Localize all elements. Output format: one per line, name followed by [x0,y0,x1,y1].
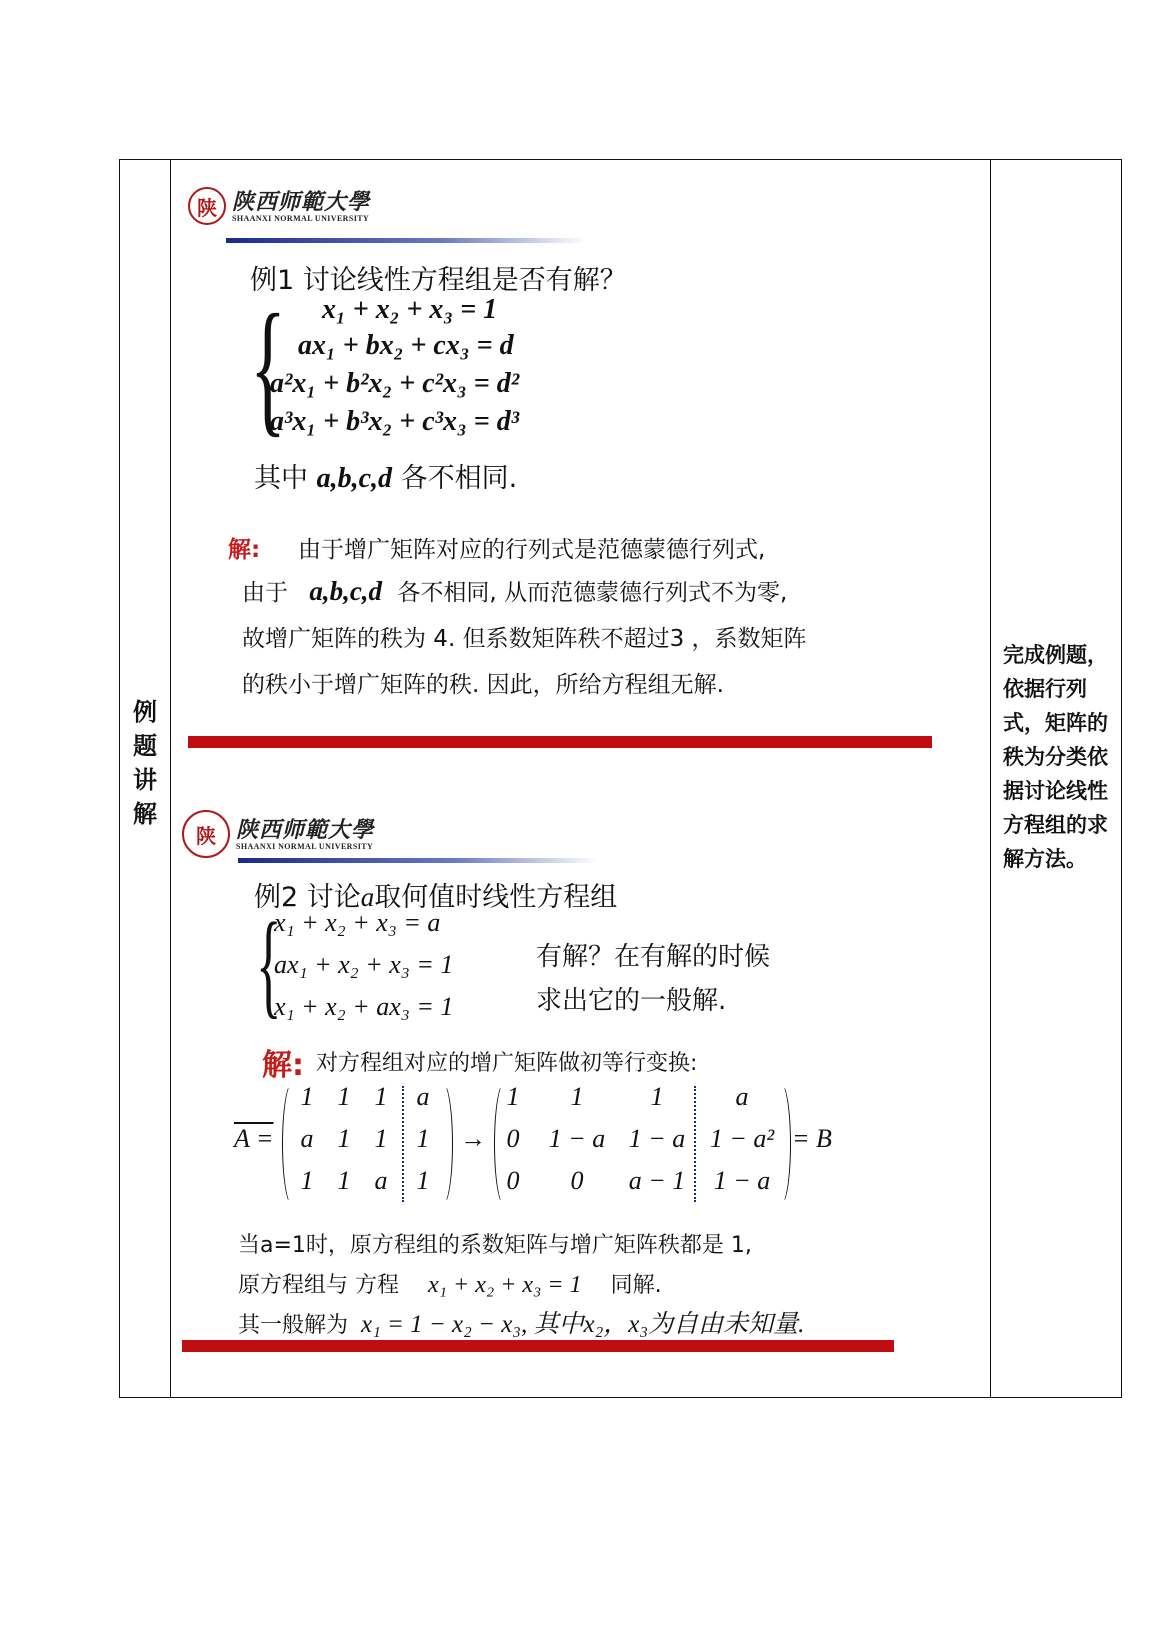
equation-brace: { [256,898,282,1029]
right-paren [770,1082,791,1206]
example2-title: 例2 讨论a取何值时线性方程组 [254,882,618,913]
slide-example-2 [174,810,989,1390]
matrix-a-cell: 1 [416,1166,430,1195]
logo-english-name: SHAANXI NORMAL UNIVERSITY [236,841,374,851]
equation-2: ax₁ + x₂ + x₃ = 1 [274,950,454,979]
university-seal-icon: 陕 [182,810,230,858]
section-label [120,695,170,831]
equation-1: x₁ + x₂ + x₃ = 1 [322,294,498,325]
matrix-b-cell: 1 − a [548,1124,606,1153]
equation-brace: { [250,284,286,450]
university-logo [188,187,370,225]
logo-english-name: SHAANXI NORMAL UNIVERSITY [232,213,370,223]
equation-3: a²x₁ + b²x₂ + c²x₃ = d² [270,368,520,399]
matrix-b-cell: a − 1 [628,1166,686,1195]
matrix-a-cell: 1 [337,1124,351,1153]
question-line-2: 求出它的一般解. [536,986,727,1016]
solution-line-1: 由于增广矩阵对应的行列式是范德蒙德行列式, [298,537,766,563]
matrix-a-cell: a [374,1166,388,1195]
equation-3: x₁ + x₂ + ax₃ = 1 [274,992,454,1021]
solution-label: 解: [262,1048,304,1083]
column-divider [990,160,991,1397]
equation-2: ax₁ + bx₂ + cx₃ = d [298,330,514,361]
right-paren [432,1082,453,1206]
university-logo [182,810,374,858]
conclusion-line-2: 原方程组与 方程 x₁ + x₂ + x₃ = 1 同解. [238,1272,662,1298]
solution-intro: 对方程组对应的增广矩阵做初等行变换: [316,1051,698,1076]
section-char: 题 [133,732,157,760]
matrix-b-cell: 1 − a [713,1166,771,1195]
question-line-1: 有解？在有解的时候 [536,942,771,972]
matrix-b-cell: 1 − a [628,1124,686,1153]
matrix-rhs: = B [792,1124,832,1153]
transform-arrow: → [460,1124,486,1153]
logo-chinese-name: 陕西师範大學 [236,816,375,843]
matrix-b-cell: 0 [506,1124,520,1153]
matrix-b-cell: 0 [506,1166,520,1195]
matrix-a-cell: 1 [374,1082,388,1111]
matrix-a-cell: a [300,1124,314,1153]
matrix-a-cell: 1 [337,1082,351,1111]
matrix-a-cell: 1 [374,1124,388,1153]
example1-condition: 其中 a,b,c,d 各不相同. [254,463,518,494]
university-seal-icon: 陕 [188,187,226,225]
section-char: 讲 [133,766,157,794]
matrix-a-cell: 1 [300,1166,314,1195]
augment-separator [402,1086,404,1202]
lesson-table [119,159,1122,1398]
solution-line-3: 故增广矩阵的秩为 4. 但系数矩阵秩不超过3 ，系数矩阵 [242,626,807,652]
matrix-transformation [174,1080,989,1210]
slide-divider-bar [188,736,932,748]
matrix-a-cell: 1 [416,1124,430,1153]
matrix-lhs: A = [234,1124,274,1153]
notes-column [993,160,1121,1397]
matrix-b-cell: a [735,1082,749,1111]
example1-title: 例1 讨论线性方程组是否有解？ [250,265,627,296]
equation-4: a³x₁ + b³x₂ + c³x₃ = d³ [270,406,520,437]
solution-label: 解: [228,537,261,563]
matrix-a-cell: 1 [300,1082,314,1111]
slide-divider-bar [182,1340,894,1352]
logo-underline [238,858,598,863]
slide-example-1 [174,170,989,750]
matrix-b-cell: 1 − a² [709,1124,775,1153]
teaching-note: 完成例题，依据行列式，矩阵的秩为分类依据讨论线性方程组的求解方法。 [1003,643,1108,871]
matrix-a-cell: 1 [337,1166,351,1195]
matrix-b-cell: 1 [650,1082,664,1111]
equation-1: x₁ + x₂ + x₃ = a [274,908,441,937]
section-char: 解 [133,800,157,828]
matrix-a-cell: a [416,1082,430,1111]
conclusion-line-1: 当a=1时，原方程组的系数矩阵与增广矩阵秩都是 1, [238,1233,752,1258]
logo-chinese-name: 陕西师範大學 [232,188,371,215]
section-char: 例 [133,698,157,726]
solution-line-2: 由于 a,b,c,d 各不相同, 从而范德蒙德行列式不为零, [242,576,788,606]
matrix-b-cell: 0 [570,1166,584,1195]
column-divider [170,160,171,1397]
matrix-b-cell: 1 [570,1082,584,1111]
section-column [120,160,170,1397]
augment-separator [694,1086,696,1202]
logo-underline [226,238,586,243]
matrix-b-cell: 1 [506,1082,520,1111]
conclusion-line-3: 其一般解为 x₁ = 1 − x₂ − x₃, 其中x₂，x₃为自由未知量. [238,1311,805,1338]
solution-line-4: 的秩小于增广矩阵的秩. 因此，所给方程组无解. [242,672,724,698]
